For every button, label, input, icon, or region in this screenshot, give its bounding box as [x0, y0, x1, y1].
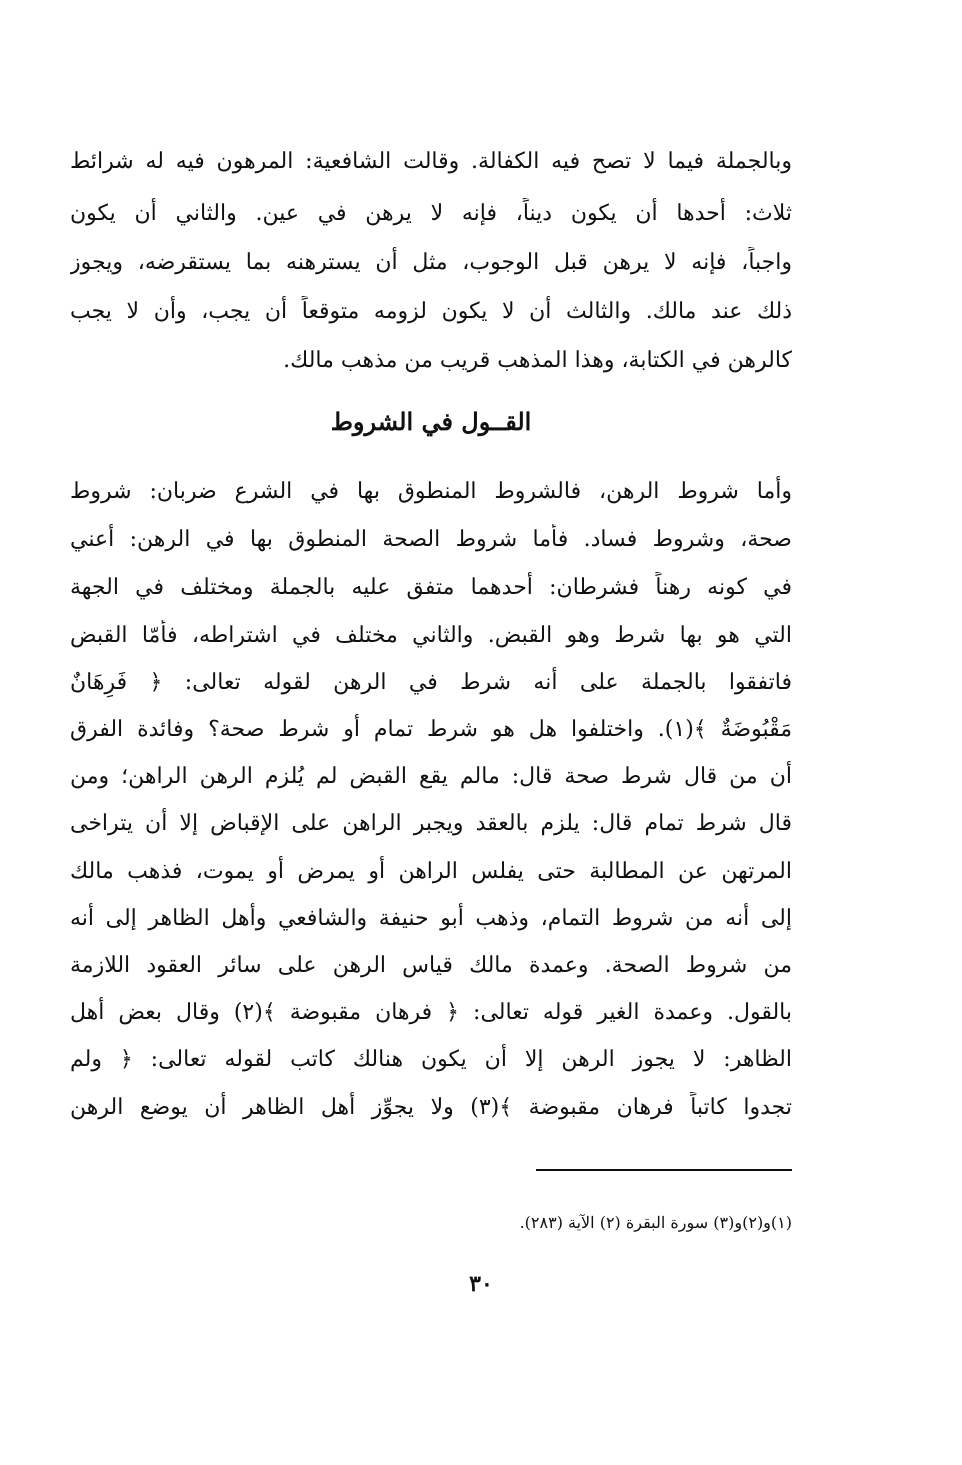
text-line: صحة، وشروط فساد. فأما شروط الصحة المنطوق بها في الرهن: أعني — [70, 527, 792, 552]
text-line: مَقْبُوضَةٌ ﴾(١). واختلفوا هل هو شرط تمام أو شرط صحة؟ وفائدة الفرق — [70, 717, 792, 742]
section-heading: القــول في الشروط — [330, 407, 532, 436]
text-line: بالقول. وعمدة الغير قوله تعالى: ﴿ فرهان مقبوضة ﴾(٢) وقال بعض أهل — [70, 1000, 792, 1025]
footnote-divider — [536, 1169, 792, 1171]
text-line: تجدوا كاتباً فرهان مقبوضة ﴾(٣) ولا يجوِّز أهل الظاهر أن يوضع الرهن — [70, 1095, 792, 1120]
text-line: من شروط الصحة. وعمدة مالك قياس الرهن على سائر العقود اللازمة — [70, 953, 792, 978]
text-line: في كونه رهناً فشرطان: أحدهما متفق عليه بالجملة ومختلف في الجهة — [70, 575, 792, 600]
text-line: واجباً، فإنه لا يرهن قبل الوجوب، مثل أن يسترهنه بما يستقرضه، ويجوز — [70, 250, 792, 275]
text-line: الظاهر: لا يجوز الرهن إلا أن يكون هنالك كاتب لقوله تعالى: ﴿ ولم — [70, 1047, 792, 1072]
text-line: إلى أنه من شروط التمام، وذهب أبو حنيفة والشافعي وأهل الظاهر إلى أنه — [70, 906, 792, 931]
text-line: ثلاث: أحدها أن يكون ديناً، فإنه لا يرهن في عين. والثاني أن يكون — [70, 201, 792, 226]
text-line: فاتفقوا بالجملة على أنه شرط في الرهن لقوله تعالى: ﴿ فَرِهَانٌ — [70, 670, 792, 695]
text-line: وبالجملة فيما لا تصح فيه الكفالة. وقالت الشافعية: المرهون فيه له شرائط — [70, 149, 792, 174]
text-line: قال شرط تمام قال: يلزم بالعقد ويجبر الراهن على الإقباض إلا أن يتراخى — [70, 811, 792, 836]
text-line: المرتهن عن المطالبة حتى يفلس الراهن أو يمرض أو يموت، فذهب مالك — [70, 859, 792, 884]
text-line: ذلك عند مالك. والثالث أن لا يكون لزومه متوقعاً أن يجب، وأن لا يجب — [70, 299, 792, 324]
footnote: (١)و(٢)و(٣) سورة البقرة (٢) الآية (٢٨٣). — [519, 1213, 792, 1232]
text-line: التي هو بها شرط وهو القبض. والثاني مختلف في اشتراطه، فأمّا القبض — [70, 623, 792, 648]
text-line: وأما شروط الرهن، فالشروط المنطوق بها في الشرع ضربان: شروط — [70, 479, 792, 504]
page-number: ٣٠ — [469, 1271, 493, 1297]
text-line: كالرهن في الكتابة، وهذا المذهب قريب من مذهب مالك. — [283, 348, 792, 373]
text-line: أن من قال شرط صحة قال: مالم يقع القبض لم يُلزم الرهن الراهن؛ ومن — [70, 764, 792, 789]
